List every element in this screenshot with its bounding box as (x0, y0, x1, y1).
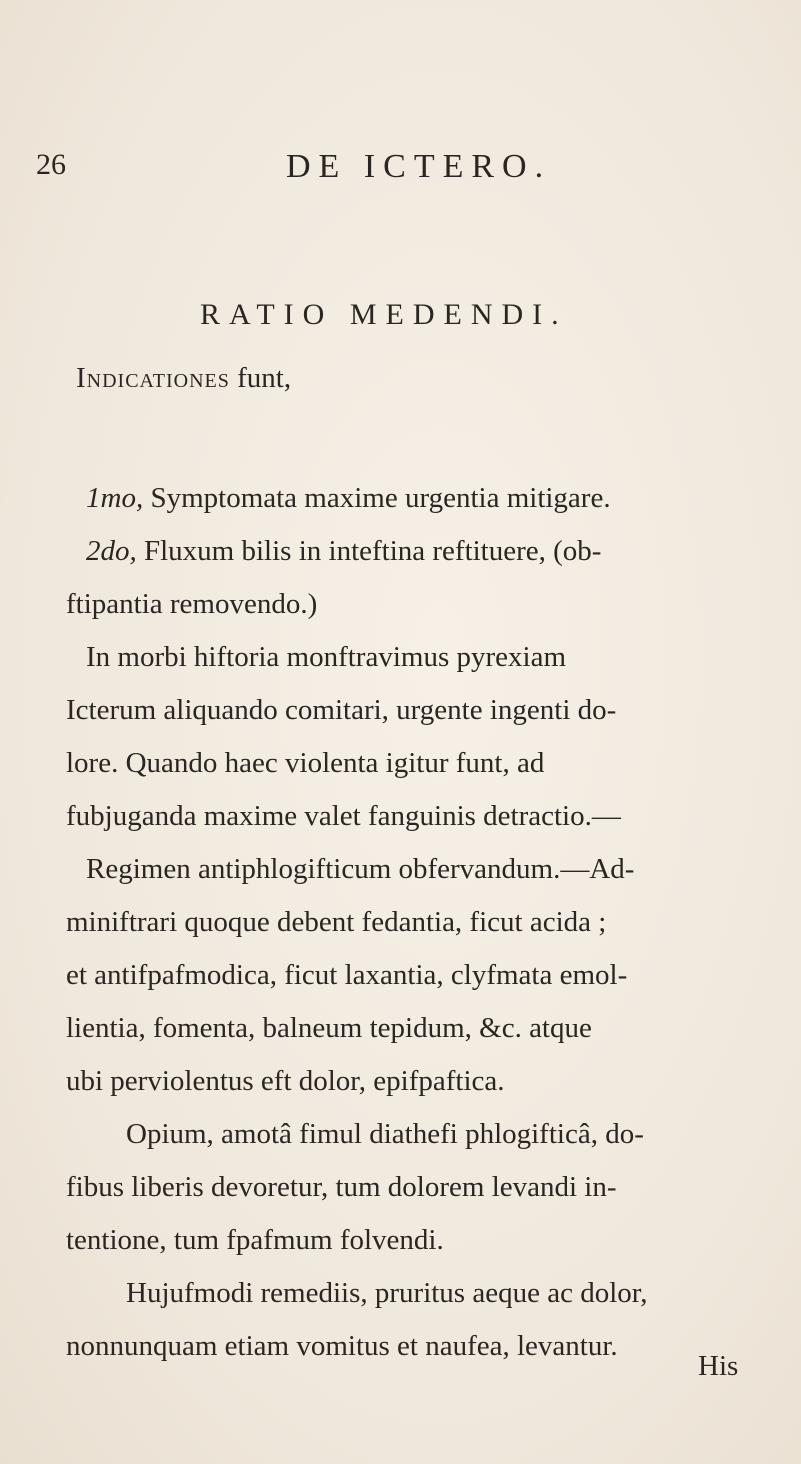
text-line: Regimen antiphlogifticum obfervandum.—Ad- (86, 853, 635, 885)
text-line: miniftrari quoque debent fedantia, ficut acida ; (66, 906, 607, 938)
ordinal-second: 2do, (86, 535, 137, 567)
ordinal-first: 1mo, (86, 482, 144, 514)
text-line: fubjuganda maxime valet fanguinis detractio.— (66, 800, 621, 832)
intro-lead: Indicationes (76, 362, 230, 394)
body-text (66, 472, 766, 1373)
text-line: Opium, amotâ fimul diathefi phlogifticâ, do- (126, 1118, 644, 1150)
text-line: tentione, tum fpafmum folvendi. (66, 1224, 444, 1256)
text-line: In morbi hiftoria monftravimus pyrexiam (86, 641, 567, 673)
intro-line (76, 362, 291, 395)
text-line: ftipantia removendo.) (66, 588, 318, 620)
line-text: Fluxum bilis in inteftina reftituere, (ob- (136, 535, 602, 567)
text-line: lientia, fomenta, balneum tepidum, &c. atque (66, 1012, 592, 1044)
text-line: Hujufmodi remediis, pruritus aeque ac dolor, (126, 1277, 648, 1309)
line-text: Symptomata maxime urgentia mitigare. (143, 482, 611, 514)
catchword: His (698, 1350, 739, 1382)
text-line (66, 525, 766, 578)
text-line (66, 472, 766, 525)
text-line: fibus liberis devoretur, tum dolorem levandi in- (66, 1171, 617, 1203)
section-title: RATIO MEDENDI. (200, 298, 568, 331)
text-line: ubi perviolentus eft dolor, epifpaftica. (66, 1065, 505, 1097)
text-line: et antifpafmodica, ficut laxantia, clyfmata emol- (66, 959, 628, 991)
intro-rest: funt, (229, 362, 292, 394)
text-line: lore. Quando haec violenta igitur funt, ad (66, 747, 545, 779)
running-head: DE ICTERO. (286, 148, 552, 185)
text-line: Icterum aliquando comitari, urgente ingenti do- (66, 694, 617, 726)
text-line: nonnunquam etiam vomitus et naufea, levantur. (66, 1330, 618, 1362)
page-number: 26 (36, 148, 66, 181)
page-header (36, 148, 736, 198)
